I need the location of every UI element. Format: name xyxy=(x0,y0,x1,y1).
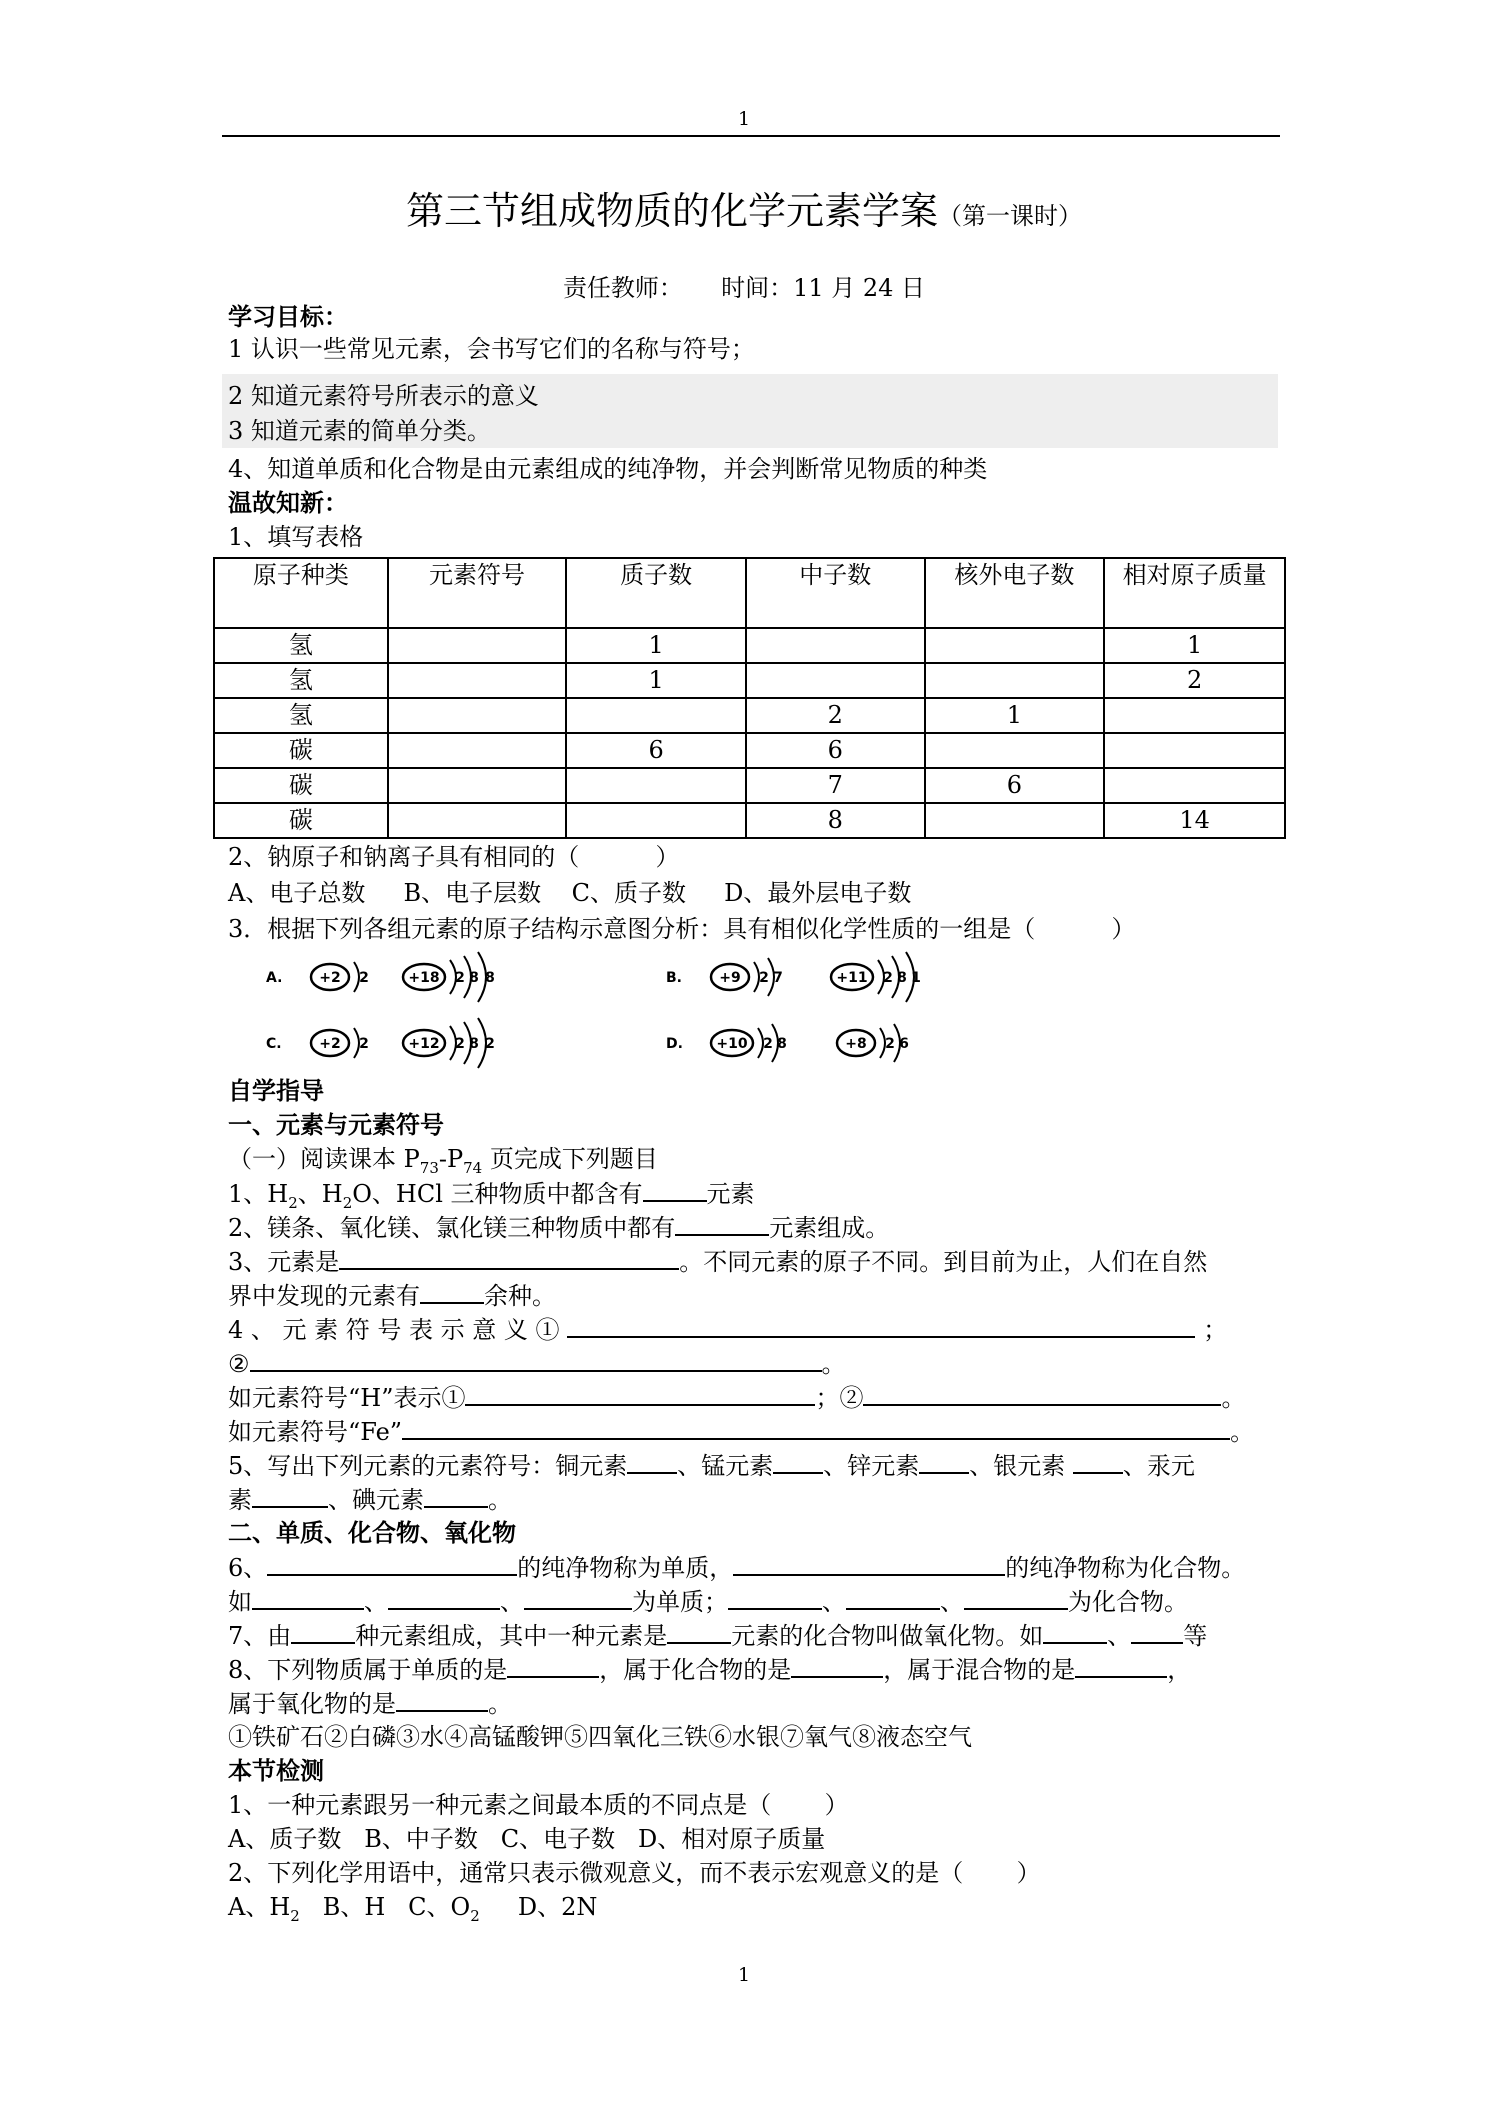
table-cell[interactable] xyxy=(746,663,925,698)
table-cell[interactable] xyxy=(925,663,1105,698)
atom-diagram xyxy=(311,962,369,992)
answer-blank[interactable] xyxy=(420,1280,484,1304)
page-number-bottom: 1 xyxy=(737,1964,751,1986)
review-heading: 温故知新： xyxy=(228,488,348,517)
shell-electrons: 8 xyxy=(485,970,495,986)
table-cell[interactable] xyxy=(566,768,746,803)
diagram-d-label: D. xyxy=(666,1036,683,1052)
table-header: 核外电子数 xyxy=(925,558,1105,628)
table-cell: 氢 xyxy=(214,698,388,733)
answer-blank[interactable] xyxy=(675,1212,769,1236)
table-header: 中子数 xyxy=(746,558,925,628)
table-cell: 7 xyxy=(746,768,925,803)
table-cell: 碳 xyxy=(214,803,388,838)
answer-blank[interactable] xyxy=(1075,1654,1167,1678)
review-q2-options: A、电子总数 B、电子层数 C、质子数 D、最外层电子数 xyxy=(228,879,912,907)
table-cell: 1 xyxy=(566,628,746,663)
ss-q8-cont: 属于氧化物的是 。 xyxy=(228,1690,512,1718)
ss-q8-list: ①铁矿石②白磷③水④高锰酸钾⑤四氧化三铁⑥水银⑦氧气⑧液态空气 xyxy=(228,1723,972,1751)
answer-blank[interactable] xyxy=(863,1382,1221,1406)
table-row xyxy=(214,768,1285,803)
shell-electrons: 2 xyxy=(763,1036,773,1052)
table-header: 元素符号 xyxy=(388,558,567,628)
title-suffix: （第一课时） xyxy=(938,202,1082,230)
table-row xyxy=(214,698,1285,733)
header-rule xyxy=(222,135,1280,137)
diagram-c-label: C. xyxy=(266,1036,282,1052)
shell-electrons: 7 xyxy=(773,970,783,986)
page-number-top: 1 xyxy=(737,108,751,130)
table-cell: 2 xyxy=(746,698,925,733)
ss-q7: 7、由 种元素组成，其中一种元素是 元素的化合物叫做氧化物。如 、 等 xyxy=(228,1622,1208,1650)
test-q1-options: A、质子数 B、中子数 C、电子数 D、相对原子质量 xyxy=(228,1825,826,1853)
answer-blank[interactable] xyxy=(507,1654,599,1678)
test-q1: 1、一种元素跟另一种元素之间最本质的不同点是（ ） xyxy=(228,1791,849,1819)
table-row xyxy=(214,628,1285,663)
ss-q1: 1、$H_2$、$H_2O$、HCl 三种物质中都含有 元素 xyxy=(228,1180,755,1212)
ss-q8: 8、下列物质属于单质的是 ，属于化合物的是 ，属于混合物的是 ， xyxy=(228,1656,1192,1684)
answer-blank[interactable] xyxy=(733,1552,1005,1576)
table-cell: 6 xyxy=(566,733,746,768)
table-cell[interactable] xyxy=(388,663,567,698)
nucleus-label: +2 xyxy=(319,970,341,986)
ss-q3-cont: 界中发现的元素有 余种。 xyxy=(228,1282,556,1310)
shell-electrons: 2 xyxy=(885,1036,895,1052)
ss-q3: 3、元素是 。不同元素的原子不同。到目前为止，人们在自然 xyxy=(228,1248,1208,1276)
diagram-a-label: A. xyxy=(266,970,283,986)
shell-electrons: 8 xyxy=(777,1036,787,1052)
objectives-heading: 学习目标： xyxy=(228,302,348,331)
objective-1: 1 认识一些常见元素，会书写它们的名称与符号； xyxy=(228,335,755,363)
nucleus-label: +8 xyxy=(845,1036,867,1052)
answer-blank[interactable] xyxy=(402,1416,1230,1440)
atom-diagram xyxy=(831,952,921,1002)
ss-q6: 6、 的纯净物称为单质， 的纯净物称为化合物。 xyxy=(228,1554,1246,1582)
title-main: 第三节组成物质的化学元素学案 xyxy=(405,189,938,233)
table-cell[interactable] xyxy=(388,628,567,663)
table-cell: 碳 xyxy=(214,733,388,768)
table-cell[interactable] xyxy=(746,628,925,663)
shell-electrons: 8 xyxy=(469,970,479,986)
atom-diagram xyxy=(711,958,783,996)
atom-diagram xyxy=(711,1024,787,1062)
answer-blank[interactable] xyxy=(728,1586,822,1610)
section1-heading: 一、元素与元素符号 xyxy=(228,1110,444,1139)
table-header: 原子种类 xyxy=(214,558,388,628)
answer-blank[interactable] xyxy=(773,1450,823,1474)
table-cell[interactable] xyxy=(566,803,746,838)
answer-blank[interactable] xyxy=(267,1552,517,1576)
shell-electrons: 2 xyxy=(359,970,369,986)
shell-electrons: 2 xyxy=(485,1036,495,1052)
answer-blank[interactable] xyxy=(252,1586,364,1610)
table-cell: 氢 xyxy=(214,663,388,698)
review-q1: 1、填写表格 xyxy=(228,523,364,551)
table-cell[interactable] xyxy=(1104,733,1285,768)
answer-blank[interactable] xyxy=(424,1484,488,1508)
section2-heading: 二、单质、化合物、氧化物 xyxy=(228,1518,516,1547)
answer-blank[interactable] xyxy=(252,1484,328,1508)
shell-electrons: 2 xyxy=(883,970,893,986)
answer-blank[interactable] xyxy=(465,1382,815,1406)
table-cell[interactable] xyxy=(388,803,567,838)
review-q2: 2、钠原子和钠离子具有相同的（ ） xyxy=(228,843,680,871)
table-header: 相对原子质量 xyxy=(1104,558,1285,628)
self-study-heading: 自学指导 xyxy=(228,1076,324,1105)
nucleus-label: +9 xyxy=(719,970,741,986)
nucleus-label: +11 xyxy=(836,970,868,986)
ss-q5-cont: 素 、碘元素 。 xyxy=(228,1486,512,1514)
answer-blank[interactable] xyxy=(524,1586,632,1610)
table-cell[interactable] xyxy=(925,628,1105,663)
table-cell: 1 xyxy=(925,698,1105,733)
nucleus-label: +12 xyxy=(408,1036,440,1052)
ss-q6-cont: 如 、 、 为单质； 、 、 为化合物。 xyxy=(228,1588,1188,1616)
shell-electrons: 8 xyxy=(469,1036,479,1052)
answer-blank[interactable] xyxy=(643,1178,707,1202)
answer-blank[interactable] xyxy=(250,1348,822,1372)
table-cell[interactable] xyxy=(925,733,1105,768)
answer-blank[interactable] xyxy=(291,1620,355,1644)
ss-q4-c: 如元素符号“H”表示① ；② 。 xyxy=(228,1384,1246,1412)
test-heading: 本节检测 xyxy=(228,1756,324,1785)
table-cell: 6 xyxy=(746,733,925,768)
answer-blank[interactable] xyxy=(627,1450,677,1474)
table-cell[interactable] xyxy=(925,803,1105,838)
atom-diagram xyxy=(837,1024,909,1062)
answer-blank[interactable] xyxy=(339,1246,679,1270)
ss-q5: 5、写出下列元素的元素符号：铜元素 、锰元素 、锌元素 、银元素 、汞元 xyxy=(228,1452,1195,1480)
atom-diagram xyxy=(403,1018,495,1068)
atom-diagram xyxy=(403,952,495,1002)
table-header: 质子数 xyxy=(566,558,746,628)
table-cell[interactable] xyxy=(566,698,746,733)
table-cell: 碳 xyxy=(214,768,388,803)
table-cell: 6 xyxy=(925,768,1105,803)
table-cell: 氢 xyxy=(214,628,388,663)
answer-blank[interactable] xyxy=(1131,1620,1183,1644)
shell-electrons: 2 xyxy=(359,1036,369,1052)
answer-blank[interactable] xyxy=(846,1586,940,1610)
table-row xyxy=(214,803,1285,838)
diagram-b-label: B. xyxy=(666,970,682,986)
answer-blank[interactable] xyxy=(396,1688,488,1712)
shell-electrons: 1 xyxy=(911,970,921,986)
answer-blank[interactable] xyxy=(791,1654,883,1678)
table-cell[interactable] xyxy=(1104,768,1285,803)
shell-electrons: 2 xyxy=(455,1036,465,1052)
ss-q4: 4 、 元 素 符 号 表 示 意 义 ① ； xyxy=(228,1316,1228,1344)
answer-blank[interactable] xyxy=(1043,1620,1107,1644)
page-title xyxy=(0,180,1488,235)
atom-table xyxy=(213,557,1286,839)
answer-blank[interactable] xyxy=(667,1620,731,1644)
table-cell[interactable] xyxy=(1104,698,1285,733)
table-cell: 2 xyxy=(1104,663,1285,698)
answer-blank[interactable] xyxy=(1073,1450,1123,1474)
review-q3: 3．根据下列各组元素的原子结构示意图分析：具有相似化学性质的一组是（ ） xyxy=(228,915,1136,943)
shell-electrons: 6 xyxy=(899,1036,909,1052)
read-instruction: （一）阅读课本 $P_{73}-P_{74}$ 页完成下列题目 xyxy=(228,1145,658,1177)
table-cell: 14 xyxy=(1104,803,1285,838)
answer-blank[interactable] xyxy=(567,1314,1195,1338)
answer-blank[interactable] xyxy=(964,1586,1068,1610)
ss-q4-b: ② 。 xyxy=(228,1350,846,1378)
ss-q2: 2、镁条、氧化镁、氯化镁三种物质中都有 元素组成。 xyxy=(228,1214,890,1242)
objective-3: 3 知道元素的简单分类。 xyxy=(228,417,491,445)
nucleus-label: +10 xyxy=(716,1036,748,1052)
answer-blank[interactable] xyxy=(919,1450,969,1474)
test-q2: 2、下列化学用语中，通常只表示微观意义，而不表示宏观意义的是（ ） xyxy=(228,1859,1041,1887)
table-row xyxy=(214,663,1285,698)
objective-4: 4、知道单质和化合物是由元素组成的纯净物，并会判断常见物质的种类 xyxy=(228,455,988,483)
shell-electrons: 8 xyxy=(897,970,907,986)
table-row xyxy=(214,733,1285,768)
table-cell: 8 xyxy=(746,803,925,838)
table-cell[interactable] xyxy=(388,768,567,803)
nucleus-label: +18 xyxy=(408,970,440,986)
atom-diagrams xyxy=(250,950,1010,1075)
ss-q4-d: 如元素符号“Fe” 。 xyxy=(228,1418,1255,1446)
shell-electrons: 2 xyxy=(455,970,465,986)
shell-electrons: 2 xyxy=(759,970,769,986)
test-q2-options: A、$H_2$ B、H C、$O_2$ D、2N xyxy=(228,1893,598,1925)
objective-2: 2 知道元素符号所表示的意义 xyxy=(228,382,539,410)
table-cell[interactable] xyxy=(388,733,567,768)
subtitle: 责任教师： 时间：11 月 24 日 xyxy=(562,274,926,302)
nucleus-label: +2 xyxy=(319,1036,341,1052)
atom-diagram xyxy=(311,1028,369,1058)
table-cell[interactable] xyxy=(388,698,567,733)
answer-blank[interactable] xyxy=(388,1586,500,1610)
table-cell: 1 xyxy=(1104,628,1285,663)
table-cell: 1 xyxy=(566,663,746,698)
